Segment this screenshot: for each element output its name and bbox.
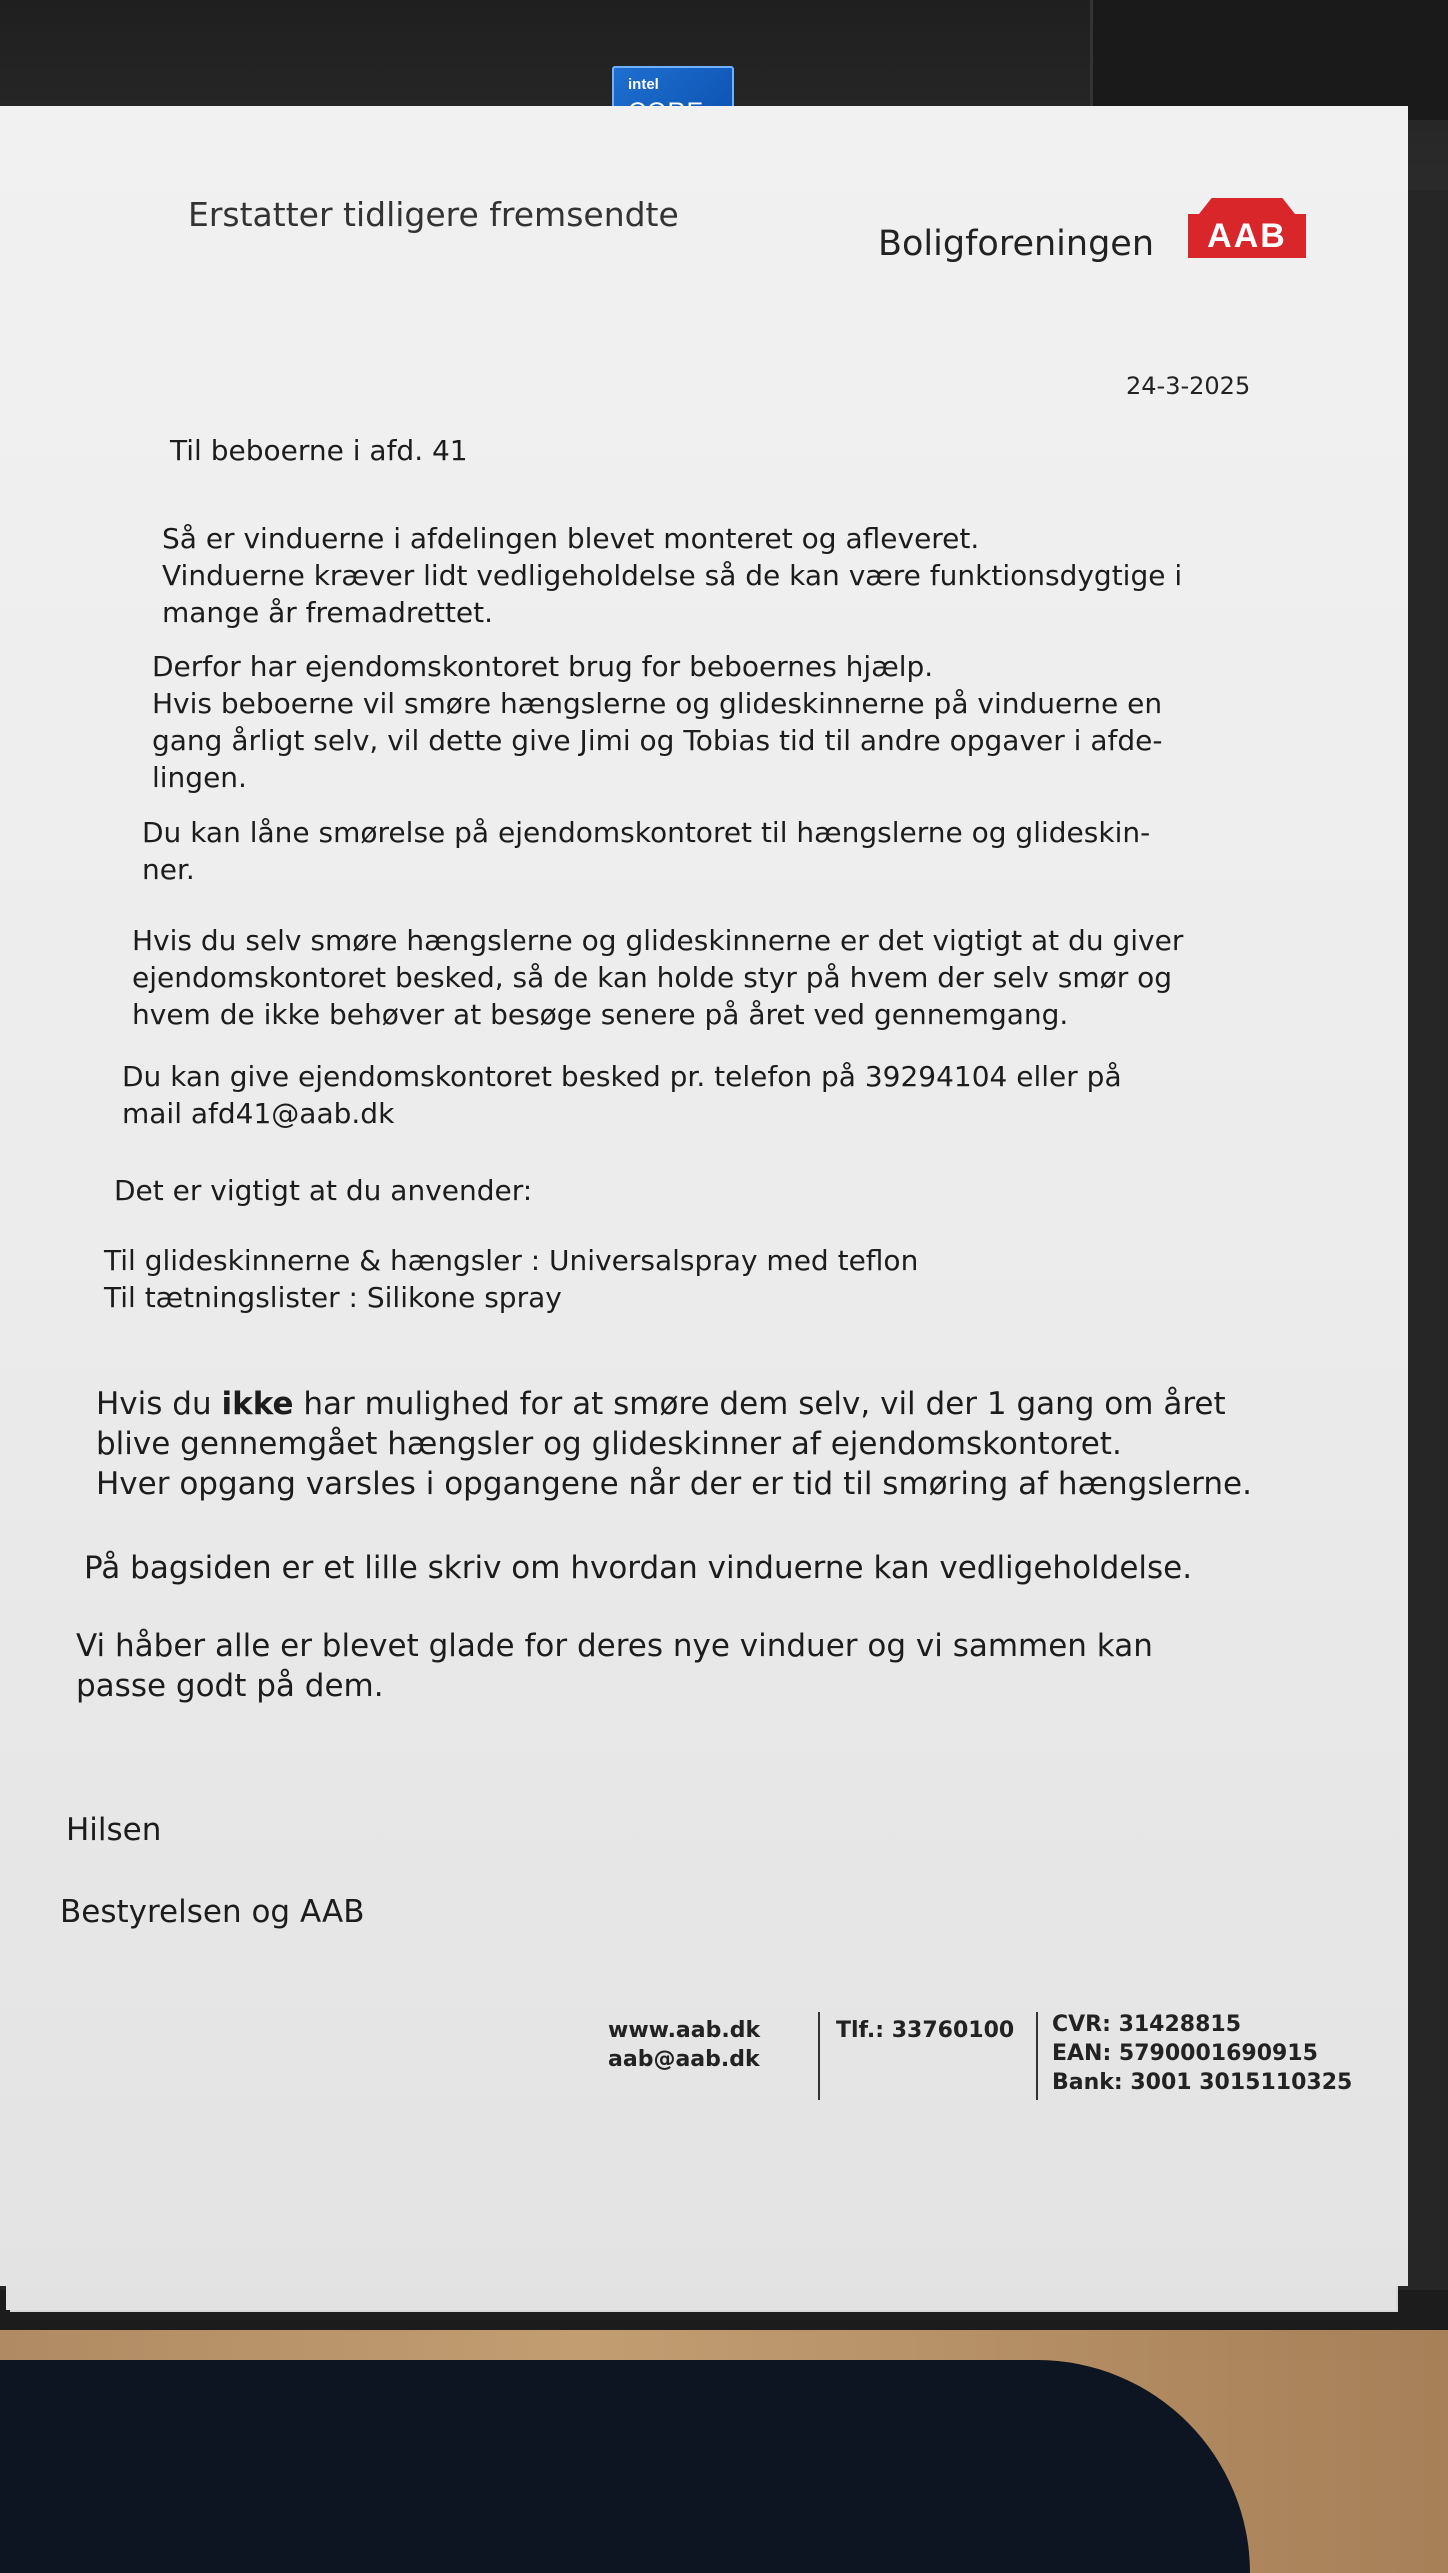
text-span: har mulighed for at smøre dem selv, vil der 1 gang om året: [293, 1386, 1226, 1422]
signature: Bestyrelsen og AAB: [60, 1894, 365, 1930]
closing-greeting: Hilsen: [66, 1812, 162, 1848]
paragraph-1: [162, 520, 1182, 631]
product-line: Til tætningslister : Silikone spray: [104, 1281, 562, 1314]
text-line: Så er vinduerne i afdelingen blevet monteret og afleveret.: [162, 522, 980, 555]
paragraph-10: [76, 1626, 1153, 1706]
product-line: Til glideskinnerne & hængsler : Universalspray med teflon: [104, 1244, 919, 1277]
paragraph-2: [152, 648, 1162, 796]
letter-page: [0, 106, 1408, 2286]
footer-website: www.aab.dk: [608, 2018, 761, 2043]
text-line: passe godt på dem.: [76, 1668, 384, 1704]
text-line: mail afd41@aab.dk: [122, 1097, 395, 1130]
text-line: Du kan låne smørelse på ejendomskontoret til hængslerne og glideskin-: [142, 816, 1151, 849]
footer-divider: [818, 2012, 820, 2100]
logo-text: AAB: [1188, 214, 1306, 258]
text-line: gang årligt selv, vil dette give Jimi og Tobias tid til andre opgaver i afde-: [152, 724, 1163, 757]
salutation: Til beboerne i afd. 41: [170, 434, 468, 467]
paragraph-8: [96, 1384, 1252, 1504]
product-list: [104, 1242, 918, 1316]
text-span: Hvis du: [96, 1386, 222, 1422]
footer-divider: [1036, 2012, 1038, 2100]
paragraph-6: Det er vigtigt at du anvender:: [114, 1174, 533, 1207]
text-line: ejendomskontoret besked, så de kan holde styr på hvem der selv smør og: [132, 961, 1173, 994]
paragraph-4: [132, 922, 1183, 1033]
text-line: ner.: [142, 853, 195, 886]
text-line: Hver opgang varsles i opgangene når der er tid til smøring af hængslerne.: [96, 1466, 1252, 1502]
text-line: Derfor har ejendomskontoret brug for beboernes hjælp.: [152, 650, 934, 683]
footer-email: aab@aab.dk: [608, 2047, 760, 2072]
footer-ean: EAN: 5790001690915: [1052, 2041, 1318, 2066]
paragraph-5: [122, 1058, 1122, 1132]
text-line: [96, 1384, 1252, 1424]
text-line: lingen.: [152, 761, 247, 794]
org-name: Boligforeningen: [878, 224, 1155, 264]
footer-company-info: [1052, 2010, 1352, 2097]
paragraph-3: [142, 814, 1150, 888]
replaces-previous-notice: Erstatter tidligere fremsendte: [188, 195, 679, 234]
text-line: blive gennemgået hængsler og glideskinner af ejendomskontoret.: [96, 1426, 1122, 1462]
text-line: Hvis beboerne vil smøre hængslerne og glideskinnerne på vinduerne en: [152, 687, 1163, 720]
paragraph-9: På bagsiden er et lille skriv om hvordan vinduerne kan vedligeholdelse.: [84, 1550, 1193, 1586]
text-line: Vi håber alle er blevet glade for deres nye vinduer og vi sammen kan: [76, 1628, 1153, 1664]
emphasis-ikke: ikke: [221, 1386, 294, 1422]
text-line: Du kan give ejendomskontoret besked pr. telefon på 39294104 eller på: [122, 1060, 1122, 1093]
knee-foreground: [0, 2360, 1250, 2573]
footer-web-contact: [608, 2016, 760, 2074]
text-line: Vinduerne kræver lidt vedligeholdelse så de kan være funktionsdygtige i: [162, 559, 1183, 592]
aab-house-icon: [1188, 198, 1306, 258]
text-line: mange år fremadrettet.: [162, 596, 494, 629]
laptop-keyboard-edge: [1090, 0, 1448, 120]
sticker-brand: intel: [628, 76, 659, 93]
footer-cvr: CVR: 31428815: [1052, 2012, 1242, 2037]
footer-phone: Tlf.: 33760100: [836, 2018, 1015, 2043]
footer-bank: Bank: 3001 3015110325: [1052, 2070, 1353, 2095]
text-line: Hvis du selv smøre hængslerne og glideskinnerne er det vigtigt at du giver: [132, 924, 1184, 957]
text-line: hvem de ikke behøver at besøge senere på året ved gennemgang.: [132, 998, 1069, 1031]
letter-date: 24-3-2025: [1126, 372, 1251, 400]
